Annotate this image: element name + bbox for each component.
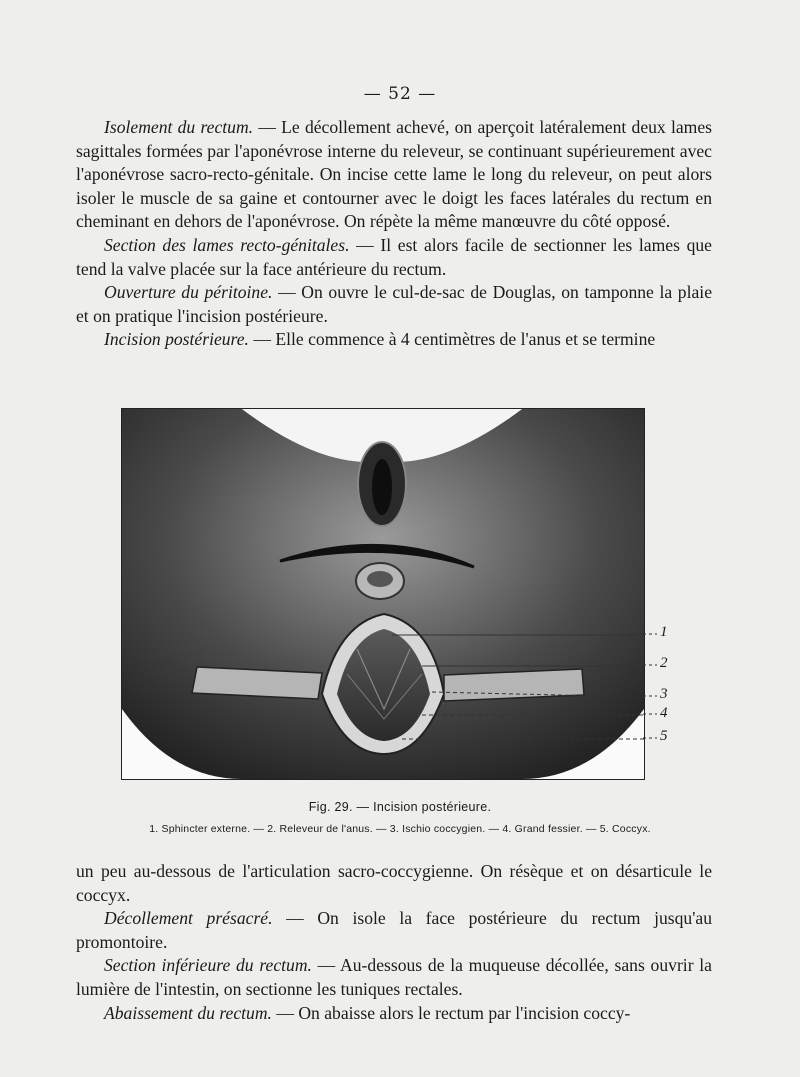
paragraph-text: — On ouvre le cul-de-sac de Douglas, on tamponne la plaie et on pratique l'incision postérieure.: [76, 282, 712, 326]
paragraph-text: — On isole la face postérieure du rectum jusqu'au promontoire.: [76, 908, 712, 952]
paragraph: [76, 954, 712, 1001]
figure-label: 1: [660, 624, 668, 640]
paragraph-heading: Décollement présacré.: [104, 908, 273, 929]
paragraph-text: — Au-dessous de la muqueuse décollée, sans ouvrir la lumière de l'intestin, on sectionne les tuniques rectales.: [76, 955, 712, 999]
anatomical-figure: [121, 408, 645, 780]
paragraph-heading: Abaissement du rectum.: [104, 1002, 272, 1023]
figure-labels: [643, 408, 703, 778]
figure-label: 2: [660, 655, 668, 671]
page-number: — 52 —: [363, 84, 437, 104]
paragraph: [76, 116, 712, 234]
figure-illustration: [122, 409, 644, 779]
figure-label: 5: [660, 728, 668, 744]
figure-label: 4: [660, 705, 668, 721]
left-retractor: [192, 667, 322, 699]
figure-label: 3: [660, 686, 668, 702]
paragraph-text: un peu au-dessous de l'articulation sacro-coccygienne. On résèque et on désarticule le coccyx.: [76, 861, 712, 905]
text-block-top: [76, 116, 712, 352]
figure-legend: 1. Sphincter externe. — 2. Releveur de l'anus. — 3. Ischio coccygien. — 4. Grand fessier. — 5. Coccyx.: [149, 823, 651, 835]
text-block-bottom: [76, 860, 712, 1025]
paragraph-text: — On abaisse alors le rectum par l'incision coccy-: [271, 1002, 631, 1023]
paragraph: [76, 907, 712, 954]
paragraph-text: — Le décollement achevé, on aperçoit latéralement deux lames sagittales formées par l'aponévrose interne du releveur, se continuant supérieurement avec l'aponévrose sacro-recto-génitale. On incise cette lame le long du releveur, on peut alors isoler le muscle de sa gaine et contourner avec le doigt les faces latérales du rectum en cheminant en dehors de l'aponévrose. On répète la même manœuvre du côté opposé.: [76, 117, 712, 232]
paragraph: [76, 234, 712, 281]
paragraph-heading: Section des lames recto-génitales.: [104, 234, 350, 255]
paragraph-heading: Section inférieure du rectum.: [104, 955, 312, 976]
paragraph: [76, 1002, 712, 1026]
paragraph: [76, 328, 712, 352]
paragraph-text: — Il est alors facile de sectionner les lames que tend la valve placée sur la face antérieure du rectum.: [76, 234, 712, 279]
figure-caption: Fig. 29. — Incision postérieure.: [308, 800, 492, 814]
label-leaders: [643, 408, 703, 778]
paragraph-heading: Ouverture du péritoine.: [104, 282, 273, 303]
paragraph-text: — Elle commence à 4 centimètres de l'anus et se termine: [248, 329, 656, 350]
anus-inner: [367, 571, 393, 587]
vulva-inner: [372, 459, 392, 515]
paragraph: [76, 281, 712, 328]
paragraph-heading: Isolement du rectum.: [104, 117, 254, 137]
paragraph: [76, 860, 712, 907]
right-retractor: [444, 669, 584, 701]
paragraph-heading: Incision postérieure.: [104, 329, 249, 350]
